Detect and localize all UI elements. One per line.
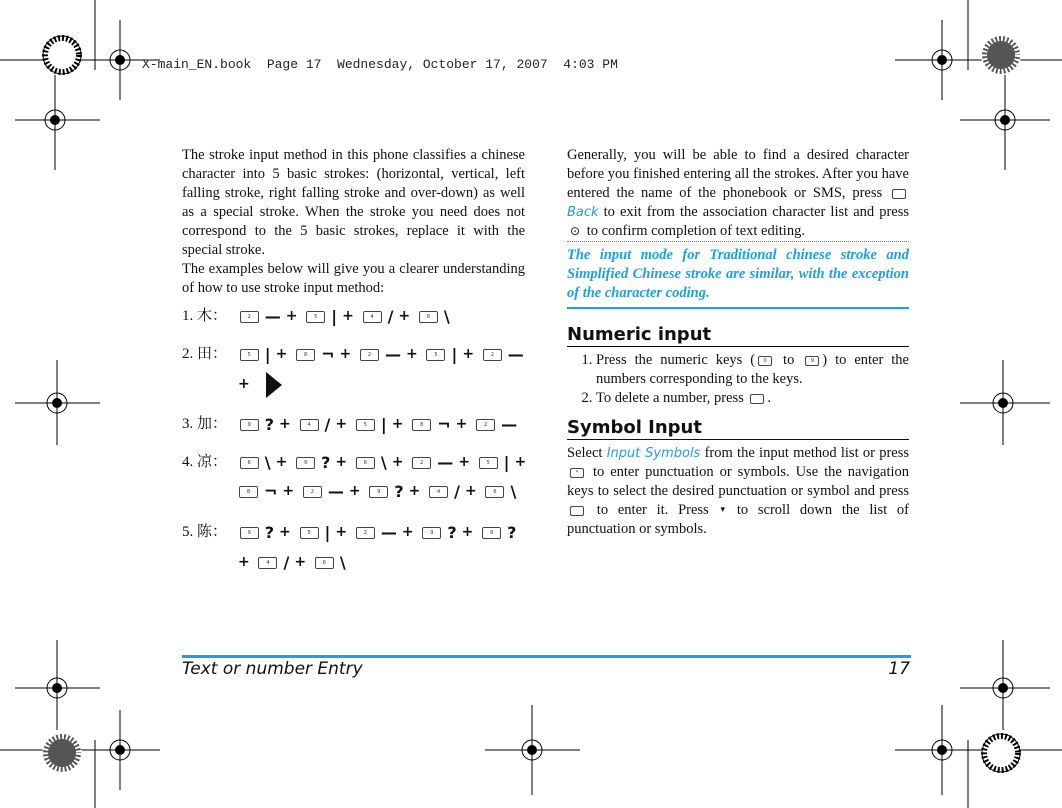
over-down-stroke-icon: ¬	[437, 415, 451, 435]
arrow-right-icon	[266, 372, 282, 398]
horizontal-stroke-icon: —	[507, 345, 524, 365]
key-icon: 9	[240, 527, 259, 539]
key-icon: 9	[422, 527, 441, 539]
key-icon: 4	[258, 557, 277, 569]
right-softkey-icon	[892, 189, 906, 199]
list-item: 1. Press the numeric keys ( 0 to 9 ) to enter the numbers corresponding to the keys.	[596, 351, 909, 389]
footer-chapter-title: Text or number Entry	[182, 659, 363, 679]
key-icon: 5	[426, 349, 445, 361]
key-icon: 9	[240, 419, 259, 431]
left-falling-stroke-icon: /	[387, 307, 394, 327]
input-symbols-label: Input Symbols	[606, 446, 701, 462]
special-stroke-icon: ?	[321, 453, 331, 473]
example-label: 2. 田：	[182, 346, 228, 362]
vertical-stroke-icon: |	[380, 415, 387, 435]
special-stroke-icon: ?	[264, 523, 275, 543]
right-falling-stroke-icon: \	[339, 553, 346, 572]
key-icon: 2	[360, 349, 379, 361]
vertical-stroke-icon: |	[331, 307, 338, 327]
key-icon: 8	[296, 349, 315, 361]
star-key-icon: *	[570, 468, 584, 478]
note-paragraph: The input mode for Traditional chinese stroke and Simplified Chinese stroke are similar, with the exception of the character coding.	[567, 241, 909, 309]
special-stroke-icon: ?	[507, 523, 517, 543]
example-label: 3. 加：	[182, 416, 228, 432]
print-header: X-main_EN.book Page 17 Wednesday, October 17, 2007 4:03 PM	[142, 57, 618, 72]
left-column	[182, 146, 525, 298]
example-row-2: 2. 田： 5 | + 8 ¬ + 2 — + 5 | + 2 —	[182, 345, 524, 365]
horizontal-stroke-icon: —	[501, 415, 518, 435]
key-0-icon: 0	[758, 356, 772, 366]
key-icon: 4	[300, 419, 319, 431]
horizontal-stroke-icon: —	[384, 345, 401, 365]
example-label: 5. 陈：	[182, 524, 228, 540]
right-falling-stroke-icon: \	[380, 453, 387, 473]
special-stroke-icon: ?	[264, 415, 275, 435]
back-label: Back	[567, 205, 599, 220]
page-number: 17	[888, 659, 910, 679]
down-arrow-icon: ▾	[720, 505, 726, 516]
example-label: 4. 凉：	[182, 454, 228, 470]
vertical-stroke-icon: |	[324, 523, 331, 543]
key-icon: 5	[240, 349, 259, 361]
symbol-input-paragraph: Select Input Symbols from the input method list or press * to enter punctuation or symbols. Use the navigation keys to select the desired punctuation or symbol and press to enter it. Press ▾ to scroll down the list of punctuation or symbols.	[567, 445, 909, 538]
footer-rule	[182, 655, 911, 658]
key-icon: 6	[240, 457, 259, 469]
key-icon: 2	[303, 486, 322, 498]
special-stroke-icon: ?	[447, 523, 457, 543]
clear-key-icon	[750, 394, 764, 404]
example-row-5: 5. 陈： 9 ? + 5 | + 2 — + 9 ? + 9 ?	[182, 523, 517, 543]
left-falling-stroke-icon: /	[454, 482, 460, 501]
key-icon: 6	[356, 457, 375, 469]
over-down-stroke-icon: ¬	[264, 482, 278, 501]
key-icon: 9	[369, 486, 388, 498]
left-softkey-icon	[570, 506, 584, 516]
key-icon: 9	[482, 527, 501, 539]
horizontal-stroke-icon: —	[437, 453, 454, 473]
key-icon: 6	[315, 557, 334, 569]
right-falling-stroke-icon: \	[264, 453, 271, 473]
key-icon: 2	[483, 349, 502, 361]
key-icon: 8	[239, 486, 258, 498]
stroke-intro-paragraph: The stroke input method in this phone classifies a chinese character into 5 basic strokes: (horizontal, vertical, left falling stroke, right falling stroke and over-down) as well as a special stroke. When the stroke you need does not correspond to the 5 basic strokes, replace it with the special stroke.	[182, 147, 525, 258]
list-item: 2. To delete a number, press .	[596, 389, 909, 408]
key-icon: 5	[356, 419, 375, 431]
over-down-stroke-icon: ¬	[321, 345, 335, 365]
vertical-stroke-icon: |	[503, 453, 510, 473]
horizontal-stroke-icon: —	[327, 482, 344, 501]
right-falling-stroke-icon: \	[443, 307, 450, 327]
numeric-input-steps	[567, 351, 909, 408]
vertical-stroke-icon: |	[451, 345, 458, 365]
key-icon: 6	[485, 486, 504, 498]
example-label: 1. 木：	[182, 308, 228, 324]
association-paragraph: Generally, you will be able to find a desired character before you finished entering all the strokes. After you have entered the name of the phonebook or SMS, press Back to exit from the association character list and press ⊙ to confirm completion of text editing.	[567, 146, 909, 241]
horizontal-stroke-icon: —	[380, 523, 397, 543]
key-icon: 9	[296, 457, 315, 469]
stroke-example-intro: The examples below will give you a clearer understanding of how to use stroke input method:	[182, 261, 525, 296]
key-icon: 5	[479, 457, 498, 469]
key-icon: 2	[356, 527, 375, 539]
horizontal-stroke-icon: —	[264, 307, 281, 327]
symbol-input-heading: Symbol Input	[567, 418, 909, 440]
example-row-5-cont: + 4 / + 6 \	[238, 553, 346, 572]
key-icon: 5	[306, 311, 325, 323]
example-row-1: 1. 木： 2 — + 5 | + 4 / + 6 \	[182, 307, 450, 327]
key-icon: 4	[363, 311, 382, 323]
key-9-icon: 9	[805, 356, 819, 366]
key-icon: 6	[419, 311, 438, 323]
example-row-4-cont: 8 ¬ + 2 — + 9 ? + 4 / + 6 \	[236, 482, 519, 501]
key-icon: 2	[476, 419, 495, 431]
example-row-2-cont: +	[236, 372, 282, 398]
key-icon: 8	[412, 419, 431, 431]
numeric-input-heading: Numeric input	[567, 325, 909, 347]
left-falling-stroke-icon: /	[283, 553, 290, 572]
example-row-4: 4. 凉： 6 \ + 9 ? + 6 \ + 2 — + 5 | +	[182, 453, 527, 473]
right-column	[567, 146, 909, 539]
key-icon: 2	[412, 457, 431, 469]
special-stroke-icon: ?	[394, 482, 404, 501]
right-falling-stroke-icon: \	[510, 482, 517, 501]
key-icon: 5	[300, 527, 319, 539]
left-falling-stroke-icon: /	[324, 415, 331, 435]
example-row-3: 3. 加： 9 ? + 4 / + 5 | + 8 ¬ + 2 —	[182, 415, 518, 435]
key-icon: 2	[240, 311, 259, 323]
ok-key-icon: ⊙	[570, 224, 581, 239]
vertical-stroke-icon: |	[264, 345, 271, 365]
key-icon: 4	[429, 486, 448, 498]
